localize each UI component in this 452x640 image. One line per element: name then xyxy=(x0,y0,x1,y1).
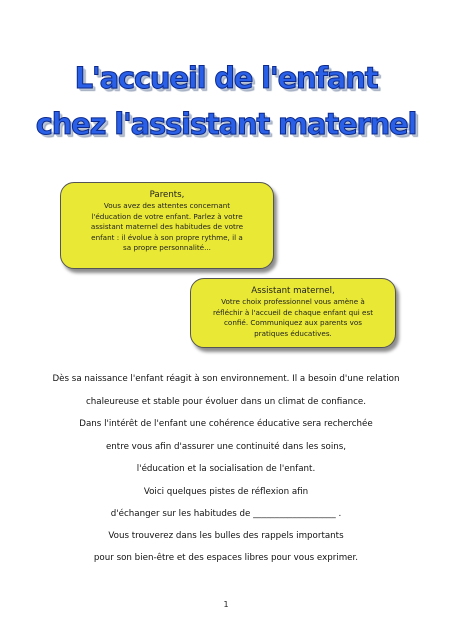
body-line: entre vous afin d'assurer une continuité dans les soins, xyxy=(105,442,347,452)
title-line-2: chez l'assistant maternel xyxy=(35,107,417,141)
assistant-bubble xyxy=(190,278,396,348)
body-line: chaleureuse et stable pour évoluer dans un climat de confiance. xyxy=(86,397,366,407)
title-line-1: L'accueil de l'enfant xyxy=(74,61,378,95)
assistant-bubble-line: pratiques éducatives. xyxy=(254,328,332,338)
footer-line: Vous trouverez dans les bulles des rappels importants xyxy=(108,531,344,541)
body-line-blank-field: d'échanger sur les habitudes de ___________________ . xyxy=(110,509,342,519)
body-line: l'éducation et la socialisation de l'enfant. xyxy=(136,464,316,474)
assistant-bubble-line: réfléchir à l'accueil de chaque enfant qui est xyxy=(212,307,374,317)
assistant-bubble-heading: Assistant maternel, xyxy=(251,286,335,296)
page-number: 1 xyxy=(223,600,229,609)
parents-bubble-line: enfant : il évolue à son propre rythme, il a xyxy=(91,232,243,242)
body-line: Voici quelques pistes de réflexion afin xyxy=(143,487,309,497)
parents-bubble-line: assistant maternel des habitudes de votre xyxy=(90,222,244,232)
parents-bubble-heading: Parents, xyxy=(149,190,185,200)
parents-bubble-line: l'éducation de votre enfant. Parlez à votre xyxy=(91,211,243,221)
parents-bubble-line: sa propre personnalité... xyxy=(123,243,211,253)
assistant-bubble-line: confié. Communiquez aux parents vos xyxy=(223,318,363,328)
parents-bubble xyxy=(60,182,274,269)
body-line: Dans l'intérêt de l'enfant une cohérence éducative sera recherchée xyxy=(79,419,373,429)
parents-bubble-line: Vous avez des attentes concernant xyxy=(103,201,231,211)
assistant-bubble-line: Votre choix professionnel vous amène à xyxy=(221,297,365,307)
footer-line: pour son bien-être et des espaces libres pour vous exprimer. xyxy=(93,553,359,563)
body-line: Dès sa naissance l'enfant réagit à son environnement. Il a besoin d'une relation xyxy=(52,374,400,384)
